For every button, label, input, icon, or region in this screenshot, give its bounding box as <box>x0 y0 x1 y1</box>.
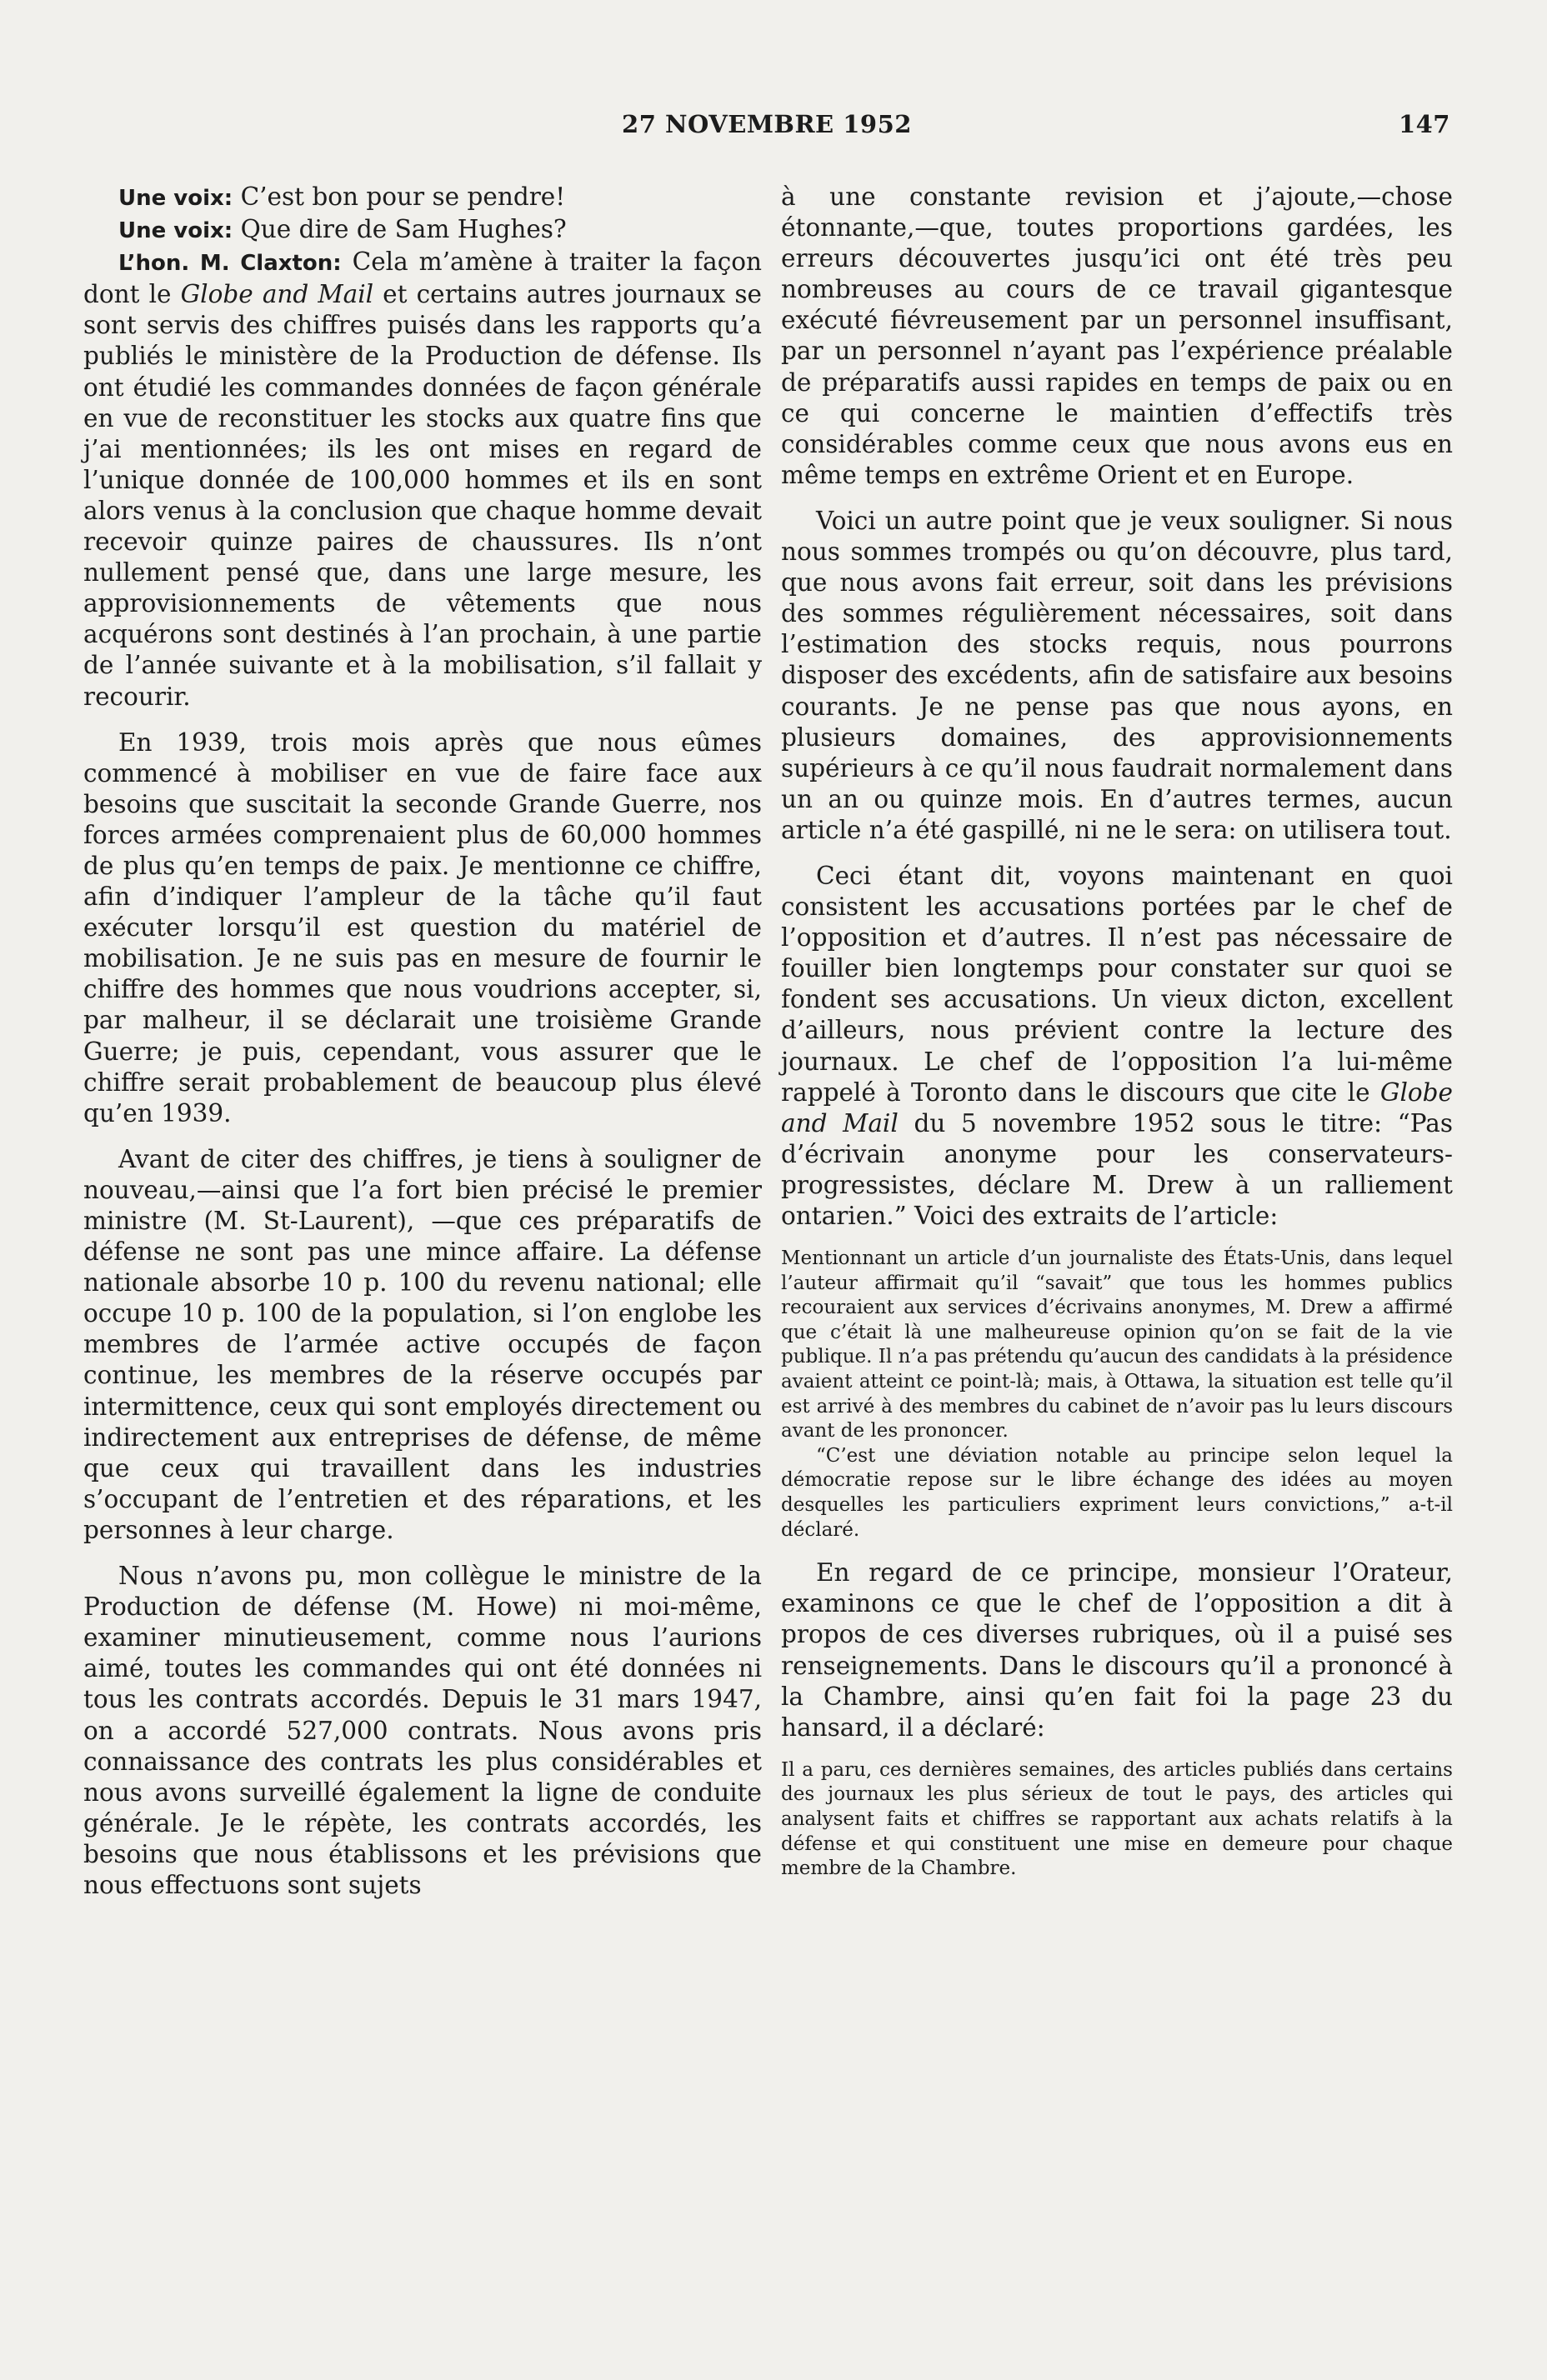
page-number: 147 <box>1398 110 1450 138</box>
paragraph: En 1939, trois mois après que nous eûmes commencé à mobiliser en vue de faire face aux besoins que suscitait la seconde Grande Guerre, nos forces armées comprenaient plus de 60,000 hommes de plus qu’en temps de paix. Je mentionne ce chiffre, afin d’indiquer l’ampleur de la tâche qu’il faut exécuter lorsqu’il est question du matériel de mobilisation. Je ne suis pas en mesure de fournir le chiffre des hommes que nous voudrions accepter, si, par malheur, il se déclarait une troisième Grande Guerre; je puis, cependant, vous assurer que le chiffre serait probablement de beaucoup plus élevé qu’en 1939. <box>83 728 762 1128</box>
paragraph <box>83 247 762 712</box>
paragraph: Voici un autre point que je veux souligner. Si nous nous sommes trompés ou qu’on découvre, plus tard, que nous avons fait erreur, soit dans les prévisions des sommes régulièrement nécessaires, soit dans l’estimation des stocks requis, nous pourrons disposer des excédents, afin de satisfaire aux besoins courants. Je ne pense pas que nous ayons, en plusieurs domaines, des approvisionnements supérieurs à ce qu’il nous faudrait normalement dans un an ou quinze mois. En d’autres termes, aucun article n’a été gaspillé, ni ne le sera: on utilisera tout. <box>781 506 1453 844</box>
left-column <box>83 182 762 1901</box>
newspaper-title: Globe and Mail <box>180 280 374 309</box>
speech-text: Cela m’amène à traiter la façon dont le <box>83 248 762 309</box>
speaker-label: L’hon. M. Claxton: <box>118 251 342 277</box>
speaker-label: Une voix: <box>118 186 233 211</box>
block-quote: Il a paru, ces dernières semaines, des articles publiés dans certains des journaux les plus sérieux de tout le pays, des articles qui analysent faits et chiffres se rapportant aux achats relatifs à la défense et qui constituent une mise en demeure pour chaque membre de la Chambre. <box>781 1758 1453 1880</box>
paragraph: Nous n’avons pu, mon collègue le ministre de la Production de défense (M. Howe) ni moi-même, examiner minutieusement, comme nous l’aurions aimé, toutes les commandes qui ont été données ni tous les contrats accordés. Depuis le 31 mars 1947, on a accordé 527,000 contrats. Nous avons pris connaissance des contrats les plus considérables et nous avons surveillé également la ligne de conduite générale. Je le répète, les contrats accordés, les besoins que nous établissons et les prévisions que nous effectuons sont sujets <box>83 1562 762 1899</box>
header-date: 27 NOVEMBRE 1952 <box>622 110 912 138</box>
newspaper-title: Globe and Mail <box>781 1078 1453 1138</box>
speech-text: du 5 novembre 1952 sous le titre: “Pas d’écrivain anonyme pour les conservateurs-progressistes, déclare M. Drew à un ralliement ontarien.” Voici des extraits de l’article: <box>781 1108 1453 1230</box>
block-quote: Mentionnant un article d’un journaliste des États-Unis, dans lequel l’auteur affirmait qu’il “savait” que tous les hommes publics recouraient aux services d’écrivains anonymes, M. Drew a affirmé que c’était là une malheureuse opinion qu’on se fait de la vie publique. Il n’a pas prétendu qu’aucun des candidats à la présidence avaient atteint ce point-là; mais, à Ottawa, la situation est telle qu’il est arrivé à des membres du cabinet de n’avoir pas lu leurs discours avant de les prononcer. <box>781 1248 1453 1442</box>
speech-text: C’est bon pour se pendre! <box>233 182 566 211</box>
block-quote: “C’est une déviation notable au principe selon lequel la démocratie repose sur le libre échange des idées au moyen desquelles les particuliers expriment leurs convictions,” a-t-il déclaré. <box>781 1444 1453 1541</box>
paragraph <box>83 214 762 247</box>
speech-text: Ceci étant dit, voyons maintenant en quoi consistent les accusations portées par le chef de l’opposition et d’autres. Il n’est pas nécessaire de fouiller bien longtemps pour constater sur quoi se fondent ses accusations. Un vieux dicton, excellent d’ailleurs, nous prévient contre la lecture des journaux. Le chef de l’opposition l’a lui-même rappelé à Toronto dans le discours que cite le <box>781 861 1453 1107</box>
paragraph: En regard de ce principe, monsieur l’Orateur, examinons ce que le chef de l’opposition a dit à propos de ces diverses rubriques, où il a puisé ses renseignements. Dans le discours qu’il a prononcé à la Chambre, ainsi qu’en fait foi la page 23 du hansard, il a déclaré: <box>781 1558 1453 1742</box>
paragraph: Avant de citer des chiffres, je tiens à souligner de nouveau,—ainsi que l’a fort bien précisé le premier ministre (M. St-Laurent), —que ces préparatifs de défense ne sont pas une mince affaire. La défense nationale absorbe 10 p. 100 du revenu national; elle occupe 10 p. 100 de la population, si l’on englobe les membres de l’armée active occupés de façon continue, les membres de la réserve occupés par intermittence, ceux qui sont employés directement ou indirectement aux entreprises de défense, de même que ceux qui travaillent dans les industries s’occupant de l’entretien et des réparations, et les personnes à leur charge. <box>83 1144 762 1544</box>
page-header <box>83 110 1450 148</box>
paragraph <box>83 182 762 214</box>
speech-text: et certains autres journaux se sont servis des chiffres puisés dans les rapports qu’a publiés le ministère de la Production de défense. Ils ont étudié les commandes données de façon générale en vue de reconstituer les stocks aux quatre fins que j’ai mentionnées; ils les ont mises en regard de l’unique donnée de 100,000 hommes et ils en sont alors venus à la conclusion que chaque homme devait recevoir quinze paires de chaussures. Ils n’ont nullement pensé que, dans une large mesure, les approvisionnements de vêtements que nous acquérons sont destinés à l’an prochain, à une partie de l’année suivante et à la mobilisation, s’il fallait y recourir. <box>83 280 762 711</box>
paragraph <box>781 861 1453 1232</box>
speaker-label: Une voix: <box>118 218 233 244</box>
right-column <box>781 182 1453 1882</box>
speech-text: Que dire de Sam Hughes? <box>233 215 567 244</box>
paragraph: à une constante revision et j’ajoute,—chose étonnante,—que, toutes proportions gardées, les erreurs découvertes jusqu’ici ont été très peu nombreuses au cours de ce travail gigantesque exécuté fiévreusement par un personnel insuffisant, par un personnel n’ayant pas l’expérience préalable de préparatifs aussi rapides en temps de paix ou en ce qui concerne le maintien d’effectifs très considérables comme ceux que nous avons eus en même temps en extrême Orient et en Europe. <box>781 182 1453 489</box>
